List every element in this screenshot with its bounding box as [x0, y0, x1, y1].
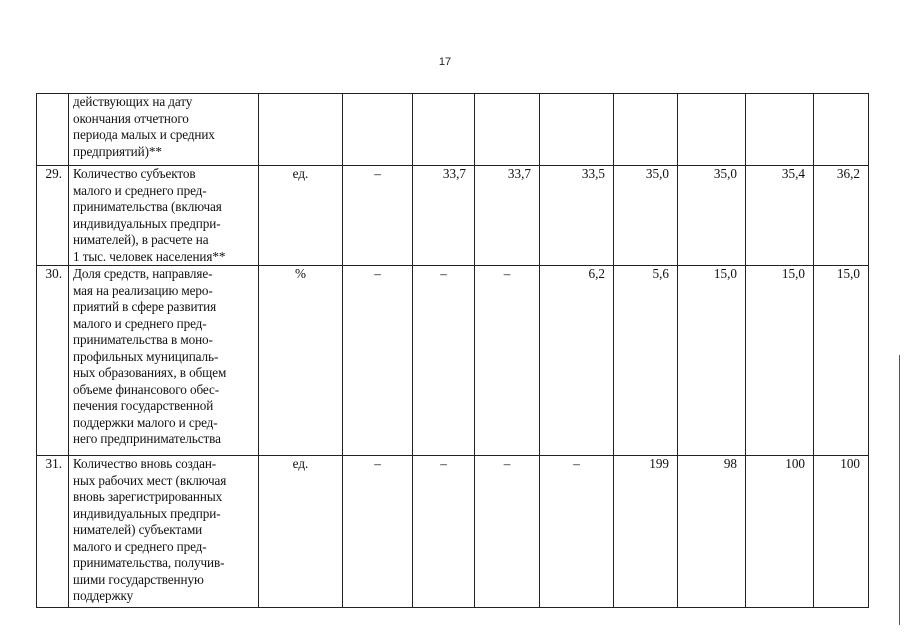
value-cell: 36,2	[814, 166, 869, 266]
value-cell	[343, 94, 413, 166]
table-row	[37, 266, 869, 456]
row-number: 30.	[37, 266, 69, 456]
table-row	[37, 456, 869, 608]
value-cell: 15,0	[814, 266, 869, 456]
value-cell: 33,7	[413, 166, 475, 266]
value-cell: 33,5	[540, 166, 614, 266]
indicator-name: Доля средств, направляе- мая на реализацию меро- приятий в сфере развития малого и среднего пред- принимательства в моно- профильных муниципаль- ных образованиях, в общем объеме финансового обес- печения государственной поддержки малого и сред- него предпринимательства	[69, 266, 259, 456]
value-cell: –	[343, 266, 413, 456]
indicator-name: Количество вновь создан- ных рабочих мест (включая вновь зарегистрированных индивидуальных предпри- нимателей) субъектами малого и среднего пред- принимательства, получив- шими государственную поддержку	[69, 456, 259, 608]
page-number: 17	[438, 56, 452, 68]
value-cell: 98	[678, 456, 746, 608]
value-cell: 35,0	[614, 166, 678, 266]
value-cell: –	[343, 166, 413, 266]
value-cell: –	[475, 456, 540, 608]
value-cell	[746, 94, 814, 166]
value-cell: –	[475, 266, 540, 456]
unit-cell: ед.	[259, 166, 343, 266]
row-number: 31.	[37, 456, 69, 608]
row-number: 29.	[37, 166, 69, 266]
value-cell: 6,2	[540, 266, 614, 456]
value-cell: –	[540, 456, 614, 608]
value-cell: –	[413, 456, 475, 608]
unit-cell	[259, 94, 343, 166]
value-cell	[614, 94, 678, 166]
table-row	[37, 166, 869, 266]
row-number	[37, 94, 69, 166]
value-cell: 199	[614, 456, 678, 608]
value-cell: 100	[814, 456, 869, 608]
value-cell: 5,6	[614, 266, 678, 456]
value-cell: –	[343, 456, 413, 608]
value-cell: 15,0	[678, 266, 746, 456]
indicator-name: Количество субъектов малого и среднего пред- принимательства (включая индивидуальных предпри- нимателей), в расчете на 1 тыс. человек населения**	[69, 166, 259, 266]
value-cell	[413, 94, 475, 166]
indicator-name: действующих на дату окончания отчетного периода малых и средних предприятий)**	[69, 94, 259, 166]
table-row	[37, 94, 869, 166]
value-cell: 35,4	[746, 166, 814, 266]
value-cell: 100	[746, 456, 814, 608]
scan-edge-line	[899, 355, 900, 625]
unit-cell: %	[259, 266, 343, 456]
value-cell	[540, 94, 614, 166]
value-cell: –	[413, 266, 475, 456]
indicators-table	[36, 93, 869, 608]
value-cell: 35,0	[678, 166, 746, 266]
value-cell: 15,0	[746, 266, 814, 456]
unit-cell: ед.	[259, 456, 343, 608]
value-cell	[814, 94, 869, 166]
value-cell	[475, 94, 540, 166]
value-cell: 33,7	[475, 166, 540, 266]
value-cell	[678, 94, 746, 166]
